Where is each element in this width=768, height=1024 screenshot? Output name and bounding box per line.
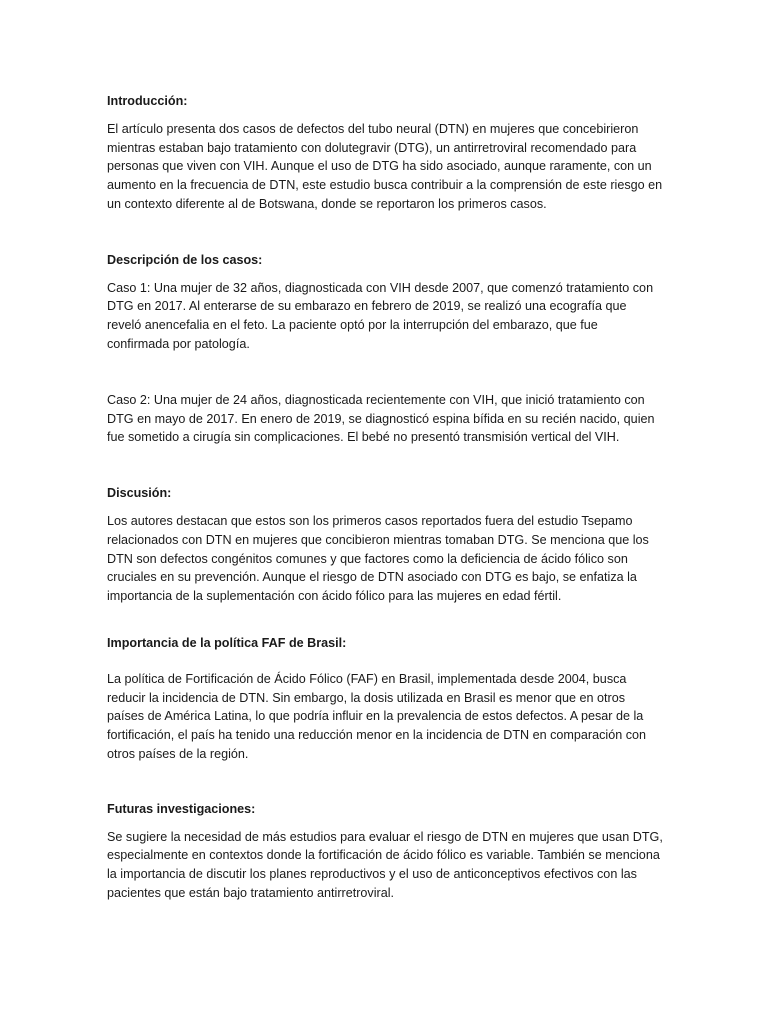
- section-heading-introduccion: Introducción:: [107, 94, 188, 108]
- section-heading-descripcion: Descripción de los casos:: [107, 252, 263, 267]
- paragraph-caso-1: Caso 1: Una mujer de 32 años, diagnosticada con VIH desde 2007, que comenzó tratamiento con DTG en 2017. Al enterarse de su embarazo en febrero de 2019, se realizó una ecografía que reveló anencefalia en el feto. La paciente optó por la interrupción del embarazo, que fue confirmada por patología.: [107, 280, 654, 351]
- paragraph-introduccion: El artículo presenta dos casos de defectos del tubo neural (DTN) en mujeres que concebirieron mientras estaban bajo tratamiento con dolutegravir (DTG), un antirretroviral recomendado para personas que viven con VIH. Aunque el uso de DTG ha sido asociado, aunque raramente, con un aumento en la frecuencia de DTN, este estudio busca contribuir a la comprensión de este riesgo en un contexto diferente al de Botswana, donde se reportaron los primeros casos.: [107, 121, 663, 211]
- paragraph-politica-faf: La política de Fortificación de Ácido Fólico (FAF) en Brasil, implementada desde 2004, busca reducir la incidencia de DTN. Sin embargo, la dosis utilizada en Brasil es menor que en otros países de América Latina, lo que podría influir en la prevalencia de estos defectos. A pesar de la fortificación, el país ha tenido una reducción menor en la incidencia de DTN en comparación con otros países de la región.: [107, 671, 647, 761]
- section-heading-futuras-investigaciones: Futuras investigaciones:: [107, 801, 256, 816]
- paragraph-caso-2: Caso 2: Una mujer de 24 años, diagnosticada recientemente con VIH, que inició tratamiento con DTG en mayo de 2017. En enero de 2019, se diagnosticó espina bífida en su recién nacido, quien fue sometido a cirugía sin complicaciones. El bebé no presentó transmisión vertical del VIH.: [107, 392, 655, 445]
- section-heading-discusion: Discusión:: [107, 486, 172, 501]
- paragraph-discusion: Los autores destacan que estos son los primeros casos reportados fuera del estudio Tsepamo relacionados con DTN en mujeres que concibieron mientras tomaban DTG. Se menciona que los DTN son defectos congénitos comunes y que factores como la deficiencia de ácido fólico son cruciales en su prevención. Aunque el riesgo de DTN asociado con DTG es bajo, se enfatiza la importancia de la suplementación con ácido fólico para las mujeres en edad fértil.: [107, 513, 649, 604]
- document-page: [107, 92, 663, 903]
- paragraph-futuras-investigaciones: Se sugiere la necesidad de más estudios para evaluar el riesgo de DTN en mujeres que usan DTG, especialmente en contextos donde la fortificación de ácido fólico es variable. También se menciona la importancia de discutir los planes reproductivos y el uso de anticonceptivos efectivos con las pacientes que están bajo tratamiento antirretroviral.: [107, 829, 663, 900]
- section-heading-politica-faf: Importancia de la política FAF de Brasil:: [107, 635, 347, 650]
